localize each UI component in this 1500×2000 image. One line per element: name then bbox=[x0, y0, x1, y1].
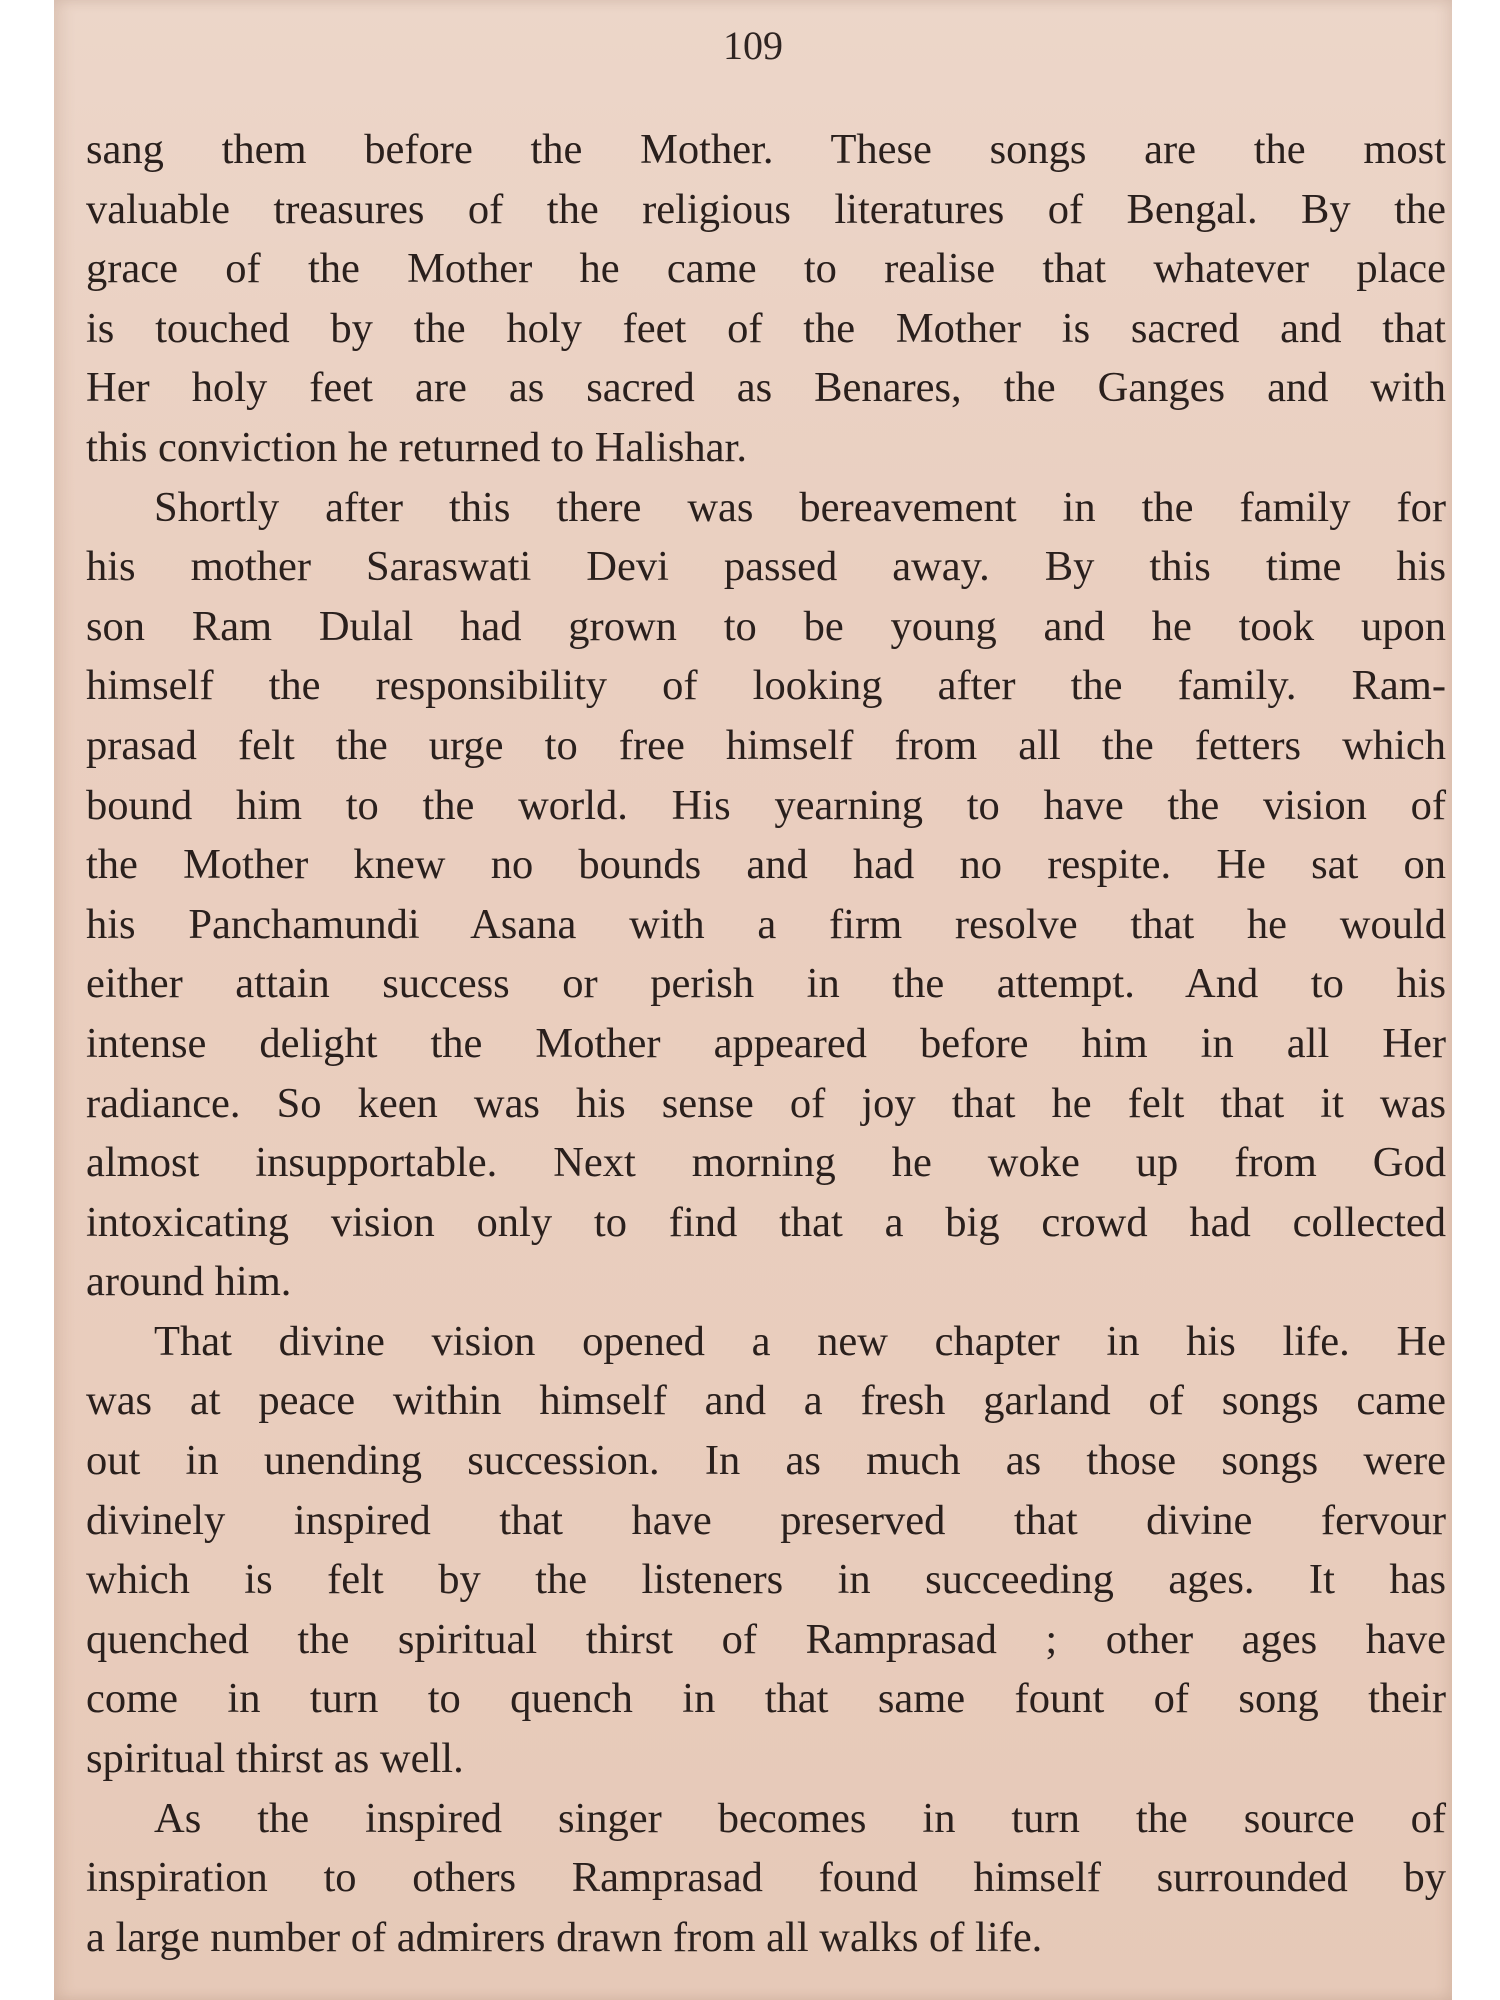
text-line: valuable treasures of the religious literatures of Bengal. By the bbox=[86, 185, 1446, 233]
text-line: Shortly after this there was bereavement in the family for bbox=[154, 483, 1446, 531]
text-line: intense delight the Mother appeared before him in all Her bbox=[86, 1019, 1446, 1067]
text-line: That divine vision opened a new chapter in his life. He bbox=[154, 1317, 1446, 1365]
text-line: prasad felt the urge to free himself from all the fetters which bbox=[86, 721, 1446, 769]
text-line: son Ram Dulal had grown to be young and he took upon bbox=[86, 602, 1446, 650]
paragraph bbox=[86, 120, 1446, 478]
text-line: radiance. So keen was his sense of joy that he felt that it was bbox=[86, 1079, 1446, 1127]
text-line: a large number of admirers drawn from all walks of life. bbox=[86, 1913, 1043, 1961]
text-line: his Panchamundi Asana with a firm resolve that he would bbox=[86, 900, 1446, 948]
paragraph bbox=[86, 1789, 1446, 1968]
text-line: is touched by the holy feet of the Mother is sacred and that bbox=[86, 304, 1446, 352]
text-line: intoxicating vision only to find that a big crowd had collected bbox=[86, 1198, 1446, 1246]
text-line: the Mother knew no bounds and had no respite. He sat on bbox=[86, 841, 1446, 889]
text-line: this conviction he returned to Halishar. bbox=[86, 423, 747, 471]
book-page bbox=[54, 0, 1452, 2000]
text-line: come in turn to quench in that same fount of song their bbox=[86, 1675, 1446, 1723]
text-line: was at peace within himself and a fresh garland of songs came bbox=[86, 1377, 1446, 1425]
body-text bbox=[86, 120, 1446, 1967]
text-line: grace of the Mother he came to realise that whatever place bbox=[86, 245, 1446, 293]
text-line: inspiration to others Ramprasad found himself surrounded by bbox=[86, 1854, 1446, 1902]
text-line: himself the responsibility of looking after the family. Ram- bbox=[86, 662, 1446, 710]
text-line: either attain success or perish in the attempt. And to his bbox=[86, 960, 1446, 1008]
text-line: bound him to the world. His yearning to have the vision of bbox=[86, 781, 1446, 829]
paragraph bbox=[86, 478, 1446, 1312]
page-number: 109 bbox=[723, 23, 783, 68]
text-line: his mother Saraswati Devi passed away. By this time his bbox=[86, 543, 1446, 591]
text-line: divinely inspired that have preserved that divine fervour bbox=[86, 1496, 1446, 1544]
text-line: out in unending succession. In as much as those songs were bbox=[86, 1437, 1446, 1485]
text-line: almost insupportable. Next morning he woke up from God bbox=[86, 1139, 1446, 1187]
text-line: As the inspired singer becomes in turn the source of bbox=[154, 1794, 1446, 1842]
text-line: which is felt by the listeners in succeeding ages. It has bbox=[86, 1556, 1446, 1604]
text-line: spiritual thirst as well. bbox=[86, 1735, 464, 1783]
text-line: sang them before the Mother. These songs are the most bbox=[86, 126, 1446, 173]
text-line: Her holy feet are as sacred as Benares, the Ganges and with bbox=[86, 364, 1446, 412]
paragraph bbox=[86, 1312, 1446, 1789]
text-line: around him. bbox=[86, 1258, 292, 1306]
text-line: quenched the spiritual thirst of Ramprasad ; other ages have bbox=[86, 1615, 1446, 1663]
